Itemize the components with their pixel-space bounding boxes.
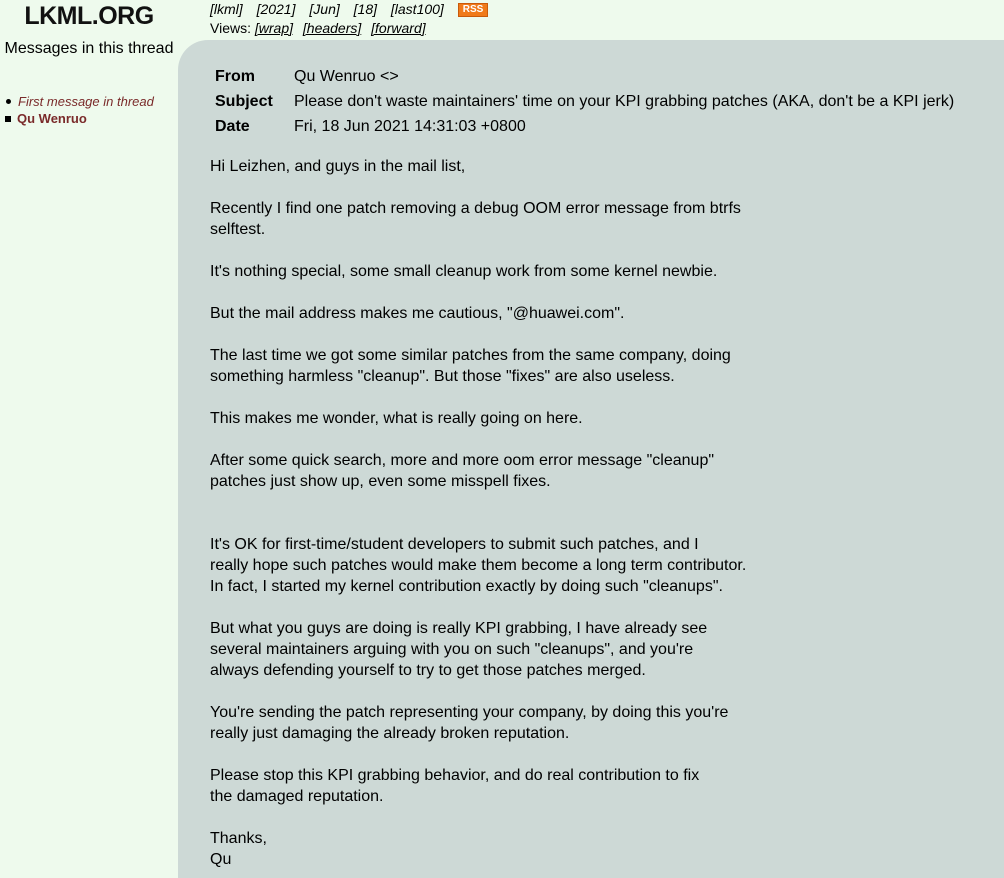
date-label: Date	[215, 118, 250, 135]
nav-month-link[interactable]: [Jun]	[309, 1, 340, 17]
message-body: Hi Leizhen, and guys in the mail list, Recently I find one patch removing a debug OOM error message from btrfs selftest. It's nothing special, some small cleanup work from some kernel newbie. But the mail address makes me cautious, "@huawei.com". The last time we got some similar patches from the same company, doing something harmless "cleanup". But those "fixes" are also useless. This makes me wonder, what is really going on here. After some quick search, more and more oom error message "cleanup" patches just show up, even some misspell fixes. It's OK for first-time/student developers to submit such patches, and I really hope such patches would make them become a long term contributor. In fact, I started my kernel contribution exactly by doing such "cleanups". But what you guys are doing is really KPI grabbing, I have already see several maintainers arguing with you on such "cleanups", and you're always defending yourself to try to get those patches merged. You're sending the patch representing your company, by doing this you're really just damaging the already broken reputation. Please stop this KPI grabbing behavior, and do real contribution to fix the damaged reputation. Thanks, Qu	[210, 158, 747, 868]
from-row	[215, 64, 954, 89]
first-message-link[interactable]: First message in thread	[18, 94, 154, 109]
views-label: Views:	[210, 20, 251, 36]
thread-item-first	[5, 93, 154, 110]
subject-label: Subject	[215, 93, 273, 110]
date-row	[215, 114, 954, 139]
from-label: From	[215, 68, 255, 85]
thread-list	[5, 93, 154, 127]
subject-value: Please don't waste maintainers' time on your KPI grabbing patches (AKA, don't be a KPI jerk)	[294, 93, 955, 110]
message-headers	[215, 64, 954, 139]
date-value: Fri, 18 Jun 2021 14:31:03 +0800	[294, 118, 526, 135]
site-logo[interactable]: LKML.ORG	[24, 2, 154, 30]
nav-year-link[interactable]: [2021]	[256, 1, 296, 17]
view-wrap-link[interactable]: [wrap]	[254, 20, 293, 36]
view-headers-link[interactable]: [headers]	[302, 20, 362, 36]
from-value: Qu Wenruo <>	[294, 68, 399, 85]
bullet-icon	[6, 99, 11, 104]
subject-row	[215, 89, 954, 114]
nav-day-link[interactable]: [18]	[353, 1, 377, 17]
views-row	[210, 19, 432, 38]
rss-icon[interactable]: RSS	[458, 3, 489, 17]
sidebar	[0, 0, 178, 878]
thread-item-current	[5, 110, 154, 127]
thread-heading: Messages in this thread	[4, 40, 174, 57]
square-bullet-icon	[5, 116, 11, 122]
current-message-author: Qu Wenruo	[17, 111, 87, 126]
nav-lkml-link[interactable]: [lkml]	[210, 1, 243, 17]
archive-nav	[210, 0, 488, 19]
view-forward-link[interactable]: [forward]	[371, 20, 426, 36]
nav-last100-link[interactable]: [last100]	[390, 1, 444, 17]
